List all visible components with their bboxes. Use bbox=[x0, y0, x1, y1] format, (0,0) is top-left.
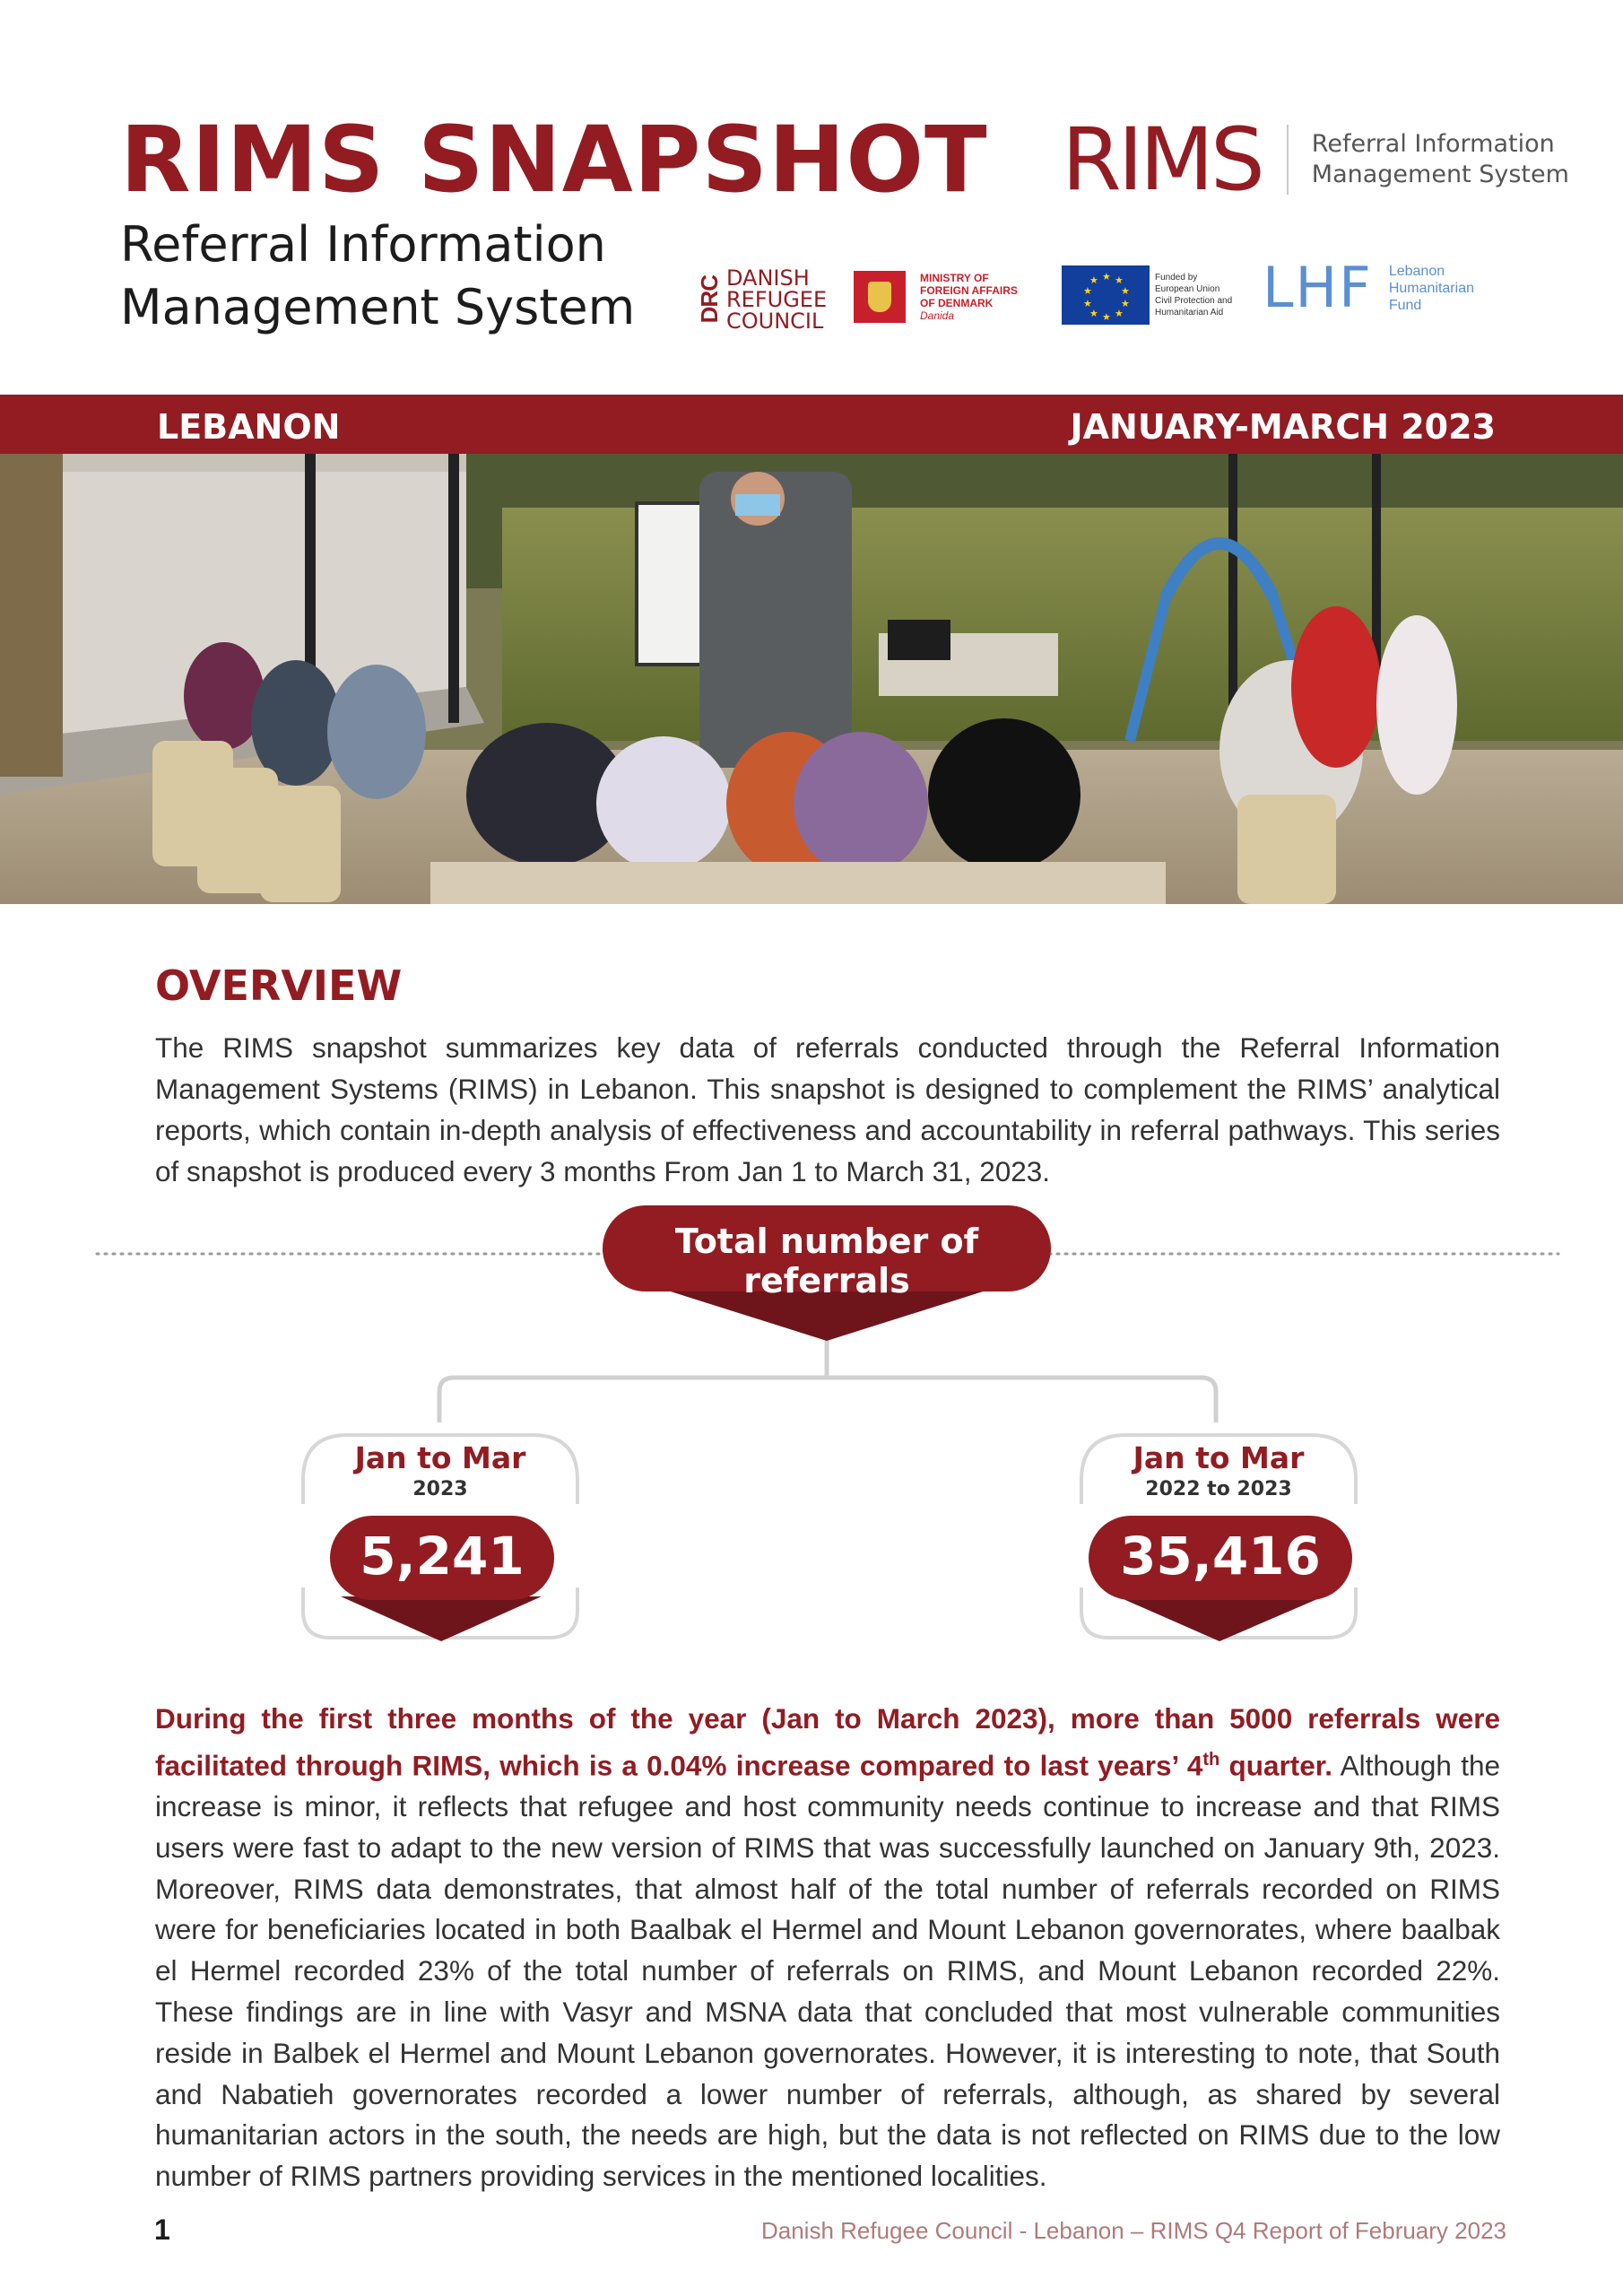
period-label: JANUARY-MARCH 2023 bbox=[1070, 407, 1496, 447]
mfa-logo-text bbox=[920, 272, 1018, 322]
overview-heading: OVERVIEW bbox=[155, 961, 403, 1010]
lhf-logo bbox=[1263, 255, 1474, 320]
partner-logos bbox=[696, 255, 1505, 334]
drc-line-3: COUNCIL bbox=[726, 309, 824, 334]
eu-line-1: Funded by bbox=[1155, 273, 1198, 283]
total-referrals-heading: Total number of referrals bbox=[674, 1222, 979, 1300]
drc-logo-mark: DRC bbox=[696, 275, 723, 324]
rims-logo-word: RIMS bbox=[1062, 109, 1262, 210]
mfa-line-3: OF DENMARK bbox=[920, 297, 994, 309]
connector-lines bbox=[439, 1336, 1216, 1422]
left-period-label: Jan to Mar bbox=[354, 1440, 526, 1475]
left-referral-count: 5,241 bbox=[360, 1526, 525, 1587]
rims-logo bbox=[1062, 109, 1569, 210]
findings-highlight-end: quarter. bbox=[1219, 1749, 1333, 1782]
eu-echo-logo bbox=[1062, 265, 1232, 325]
footer-text: Danish Refugee Council - Lebanon – RIMS Q4 Report of February 2023 bbox=[760, 2217, 1506, 2244]
left-period bbox=[303, 1440, 577, 1503]
right-value-pointer bbox=[1117, 1596, 1324, 1641]
rims-tag-line-2: Management System bbox=[1311, 161, 1569, 188]
eu-line-3: Civil Protection and bbox=[1155, 296, 1233, 306]
hero-photo-illustration bbox=[0, 454, 1623, 904]
right-referral-count: 35,416 bbox=[1120, 1526, 1321, 1587]
mfa-denmark-logo bbox=[854, 271, 1018, 323]
subtitle-line-2: Management System bbox=[120, 279, 636, 335]
findings-paragraph bbox=[155, 1699, 1500, 2197]
eu-line-2: European Union bbox=[1155, 284, 1220, 294]
drc-line-2: REFUGEE bbox=[726, 287, 828, 312]
left-period-year: 2023 bbox=[412, 1478, 468, 1500]
mfa-line-1: MINISTRY OF bbox=[920, 272, 989, 284]
hero-photo bbox=[0, 454, 1623, 904]
lhf-logo-text bbox=[1389, 263, 1474, 314]
drc-logo bbox=[698, 267, 827, 332]
eu-flag-icon: ★ ★ ★ ★ ★ ★ ★ ★ ★ ★ bbox=[1062, 265, 1150, 325]
eu-logo-text bbox=[1155, 272, 1232, 318]
mfa-line-4: Danida bbox=[920, 309, 955, 322]
page-title: RIMS SNAPSHOT bbox=[120, 107, 988, 213]
total-referrals-graphic bbox=[0, 1193, 1623, 1659]
lhf-line-1: Lebanon bbox=[1388, 263, 1445, 279]
rims-tag-line-1: Referral Information bbox=[1311, 130, 1555, 158]
rims-logo-tagline bbox=[1312, 129, 1569, 190]
rims-logo-divider bbox=[1287, 125, 1289, 195]
findings-highlight: During the first three months of the year (Jan to March 2023), more than 5000 referrals were facilitated through RIMS, which is a 0.04% increase compared to last years’ 4 bbox=[155, 1702, 1500, 1782]
lhf-logo-abbr: LHF bbox=[1263, 255, 1373, 320]
drc-line-1: DANISH bbox=[726, 265, 810, 291]
left-value-pointer bbox=[341, 1596, 542, 1641]
right-period-label: Jan to Mar bbox=[1133, 1440, 1305, 1475]
page-subtitle bbox=[120, 213, 636, 339]
mfa-line-2: FOREIGN AFFAIRS bbox=[920, 284, 1018, 297]
right-period-year: 2022 to 2023 bbox=[1145, 1478, 1292, 1500]
subtitle-line-1: Referral Information bbox=[120, 216, 606, 273]
eu-line-4: Humanitarian Aid bbox=[1155, 308, 1224, 317]
drc-logo-text bbox=[726, 267, 827, 332]
lhf-line-3: Fund bbox=[1388, 297, 1422, 313]
findings-highlight-sup: th bbox=[1202, 1749, 1220, 1770]
findings-body: Although the increase is minor, it reflects that refugee and host community needs continue to increase and that RIMS users were fast to adapt to the new version of RIMS that was successfully launched on January 9th, 2023. Moreover, RIMS data demonstrates, that almost half of the total number of referrals recorded on RIMS were for beneficiaries located in both Baalbak el Hermel and Mount Lebanon governorates, where baalbak el Hermel recorded 23% of the total number of referrals on RIMS, and Mount Lebanon recorded 22%. These findings are in line with Vasyr and MSNA data that concluded that most vulnerable communities reside in Balbek el Hermel and Mount Lebanon governorates. However, it is interesting to note, that South and Nabatieh governorates recorded a lower number of referrals, although, as shared by several humanitarian actors in the south, the needs are high, but the data is not reflected on RIMS due to the low number of RIMS partners providing services in the mentioned localities. bbox=[155, 1749, 1500, 2193]
country-label: LEBANON bbox=[157, 407, 341, 447]
page-number: 1 bbox=[154, 2213, 170, 2246]
right-period bbox=[1081, 1440, 1356, 1503]
crown-crest-icon bbox=[854, 271, 906, 323]
lhf-line-2: Humanitarian bbox=[1388, 280, 1474, 296]
header-band bbox=[0, 395, 1623, 454]
overview-paragraph: The RIMS snapshot summarizes key data of referrals conducted through the Referral Information Management Systems (RIMS) in Lebanon. This snapshot is designed to complement the RIMS’ analytical reports, which contain in-depth analysis of effectiveness and accountability in referral pathways. This series of snapshot is produced every 3 months From Jan 1 to March 31, 2023. bbox=[155, 1031, 1500, 1187]
